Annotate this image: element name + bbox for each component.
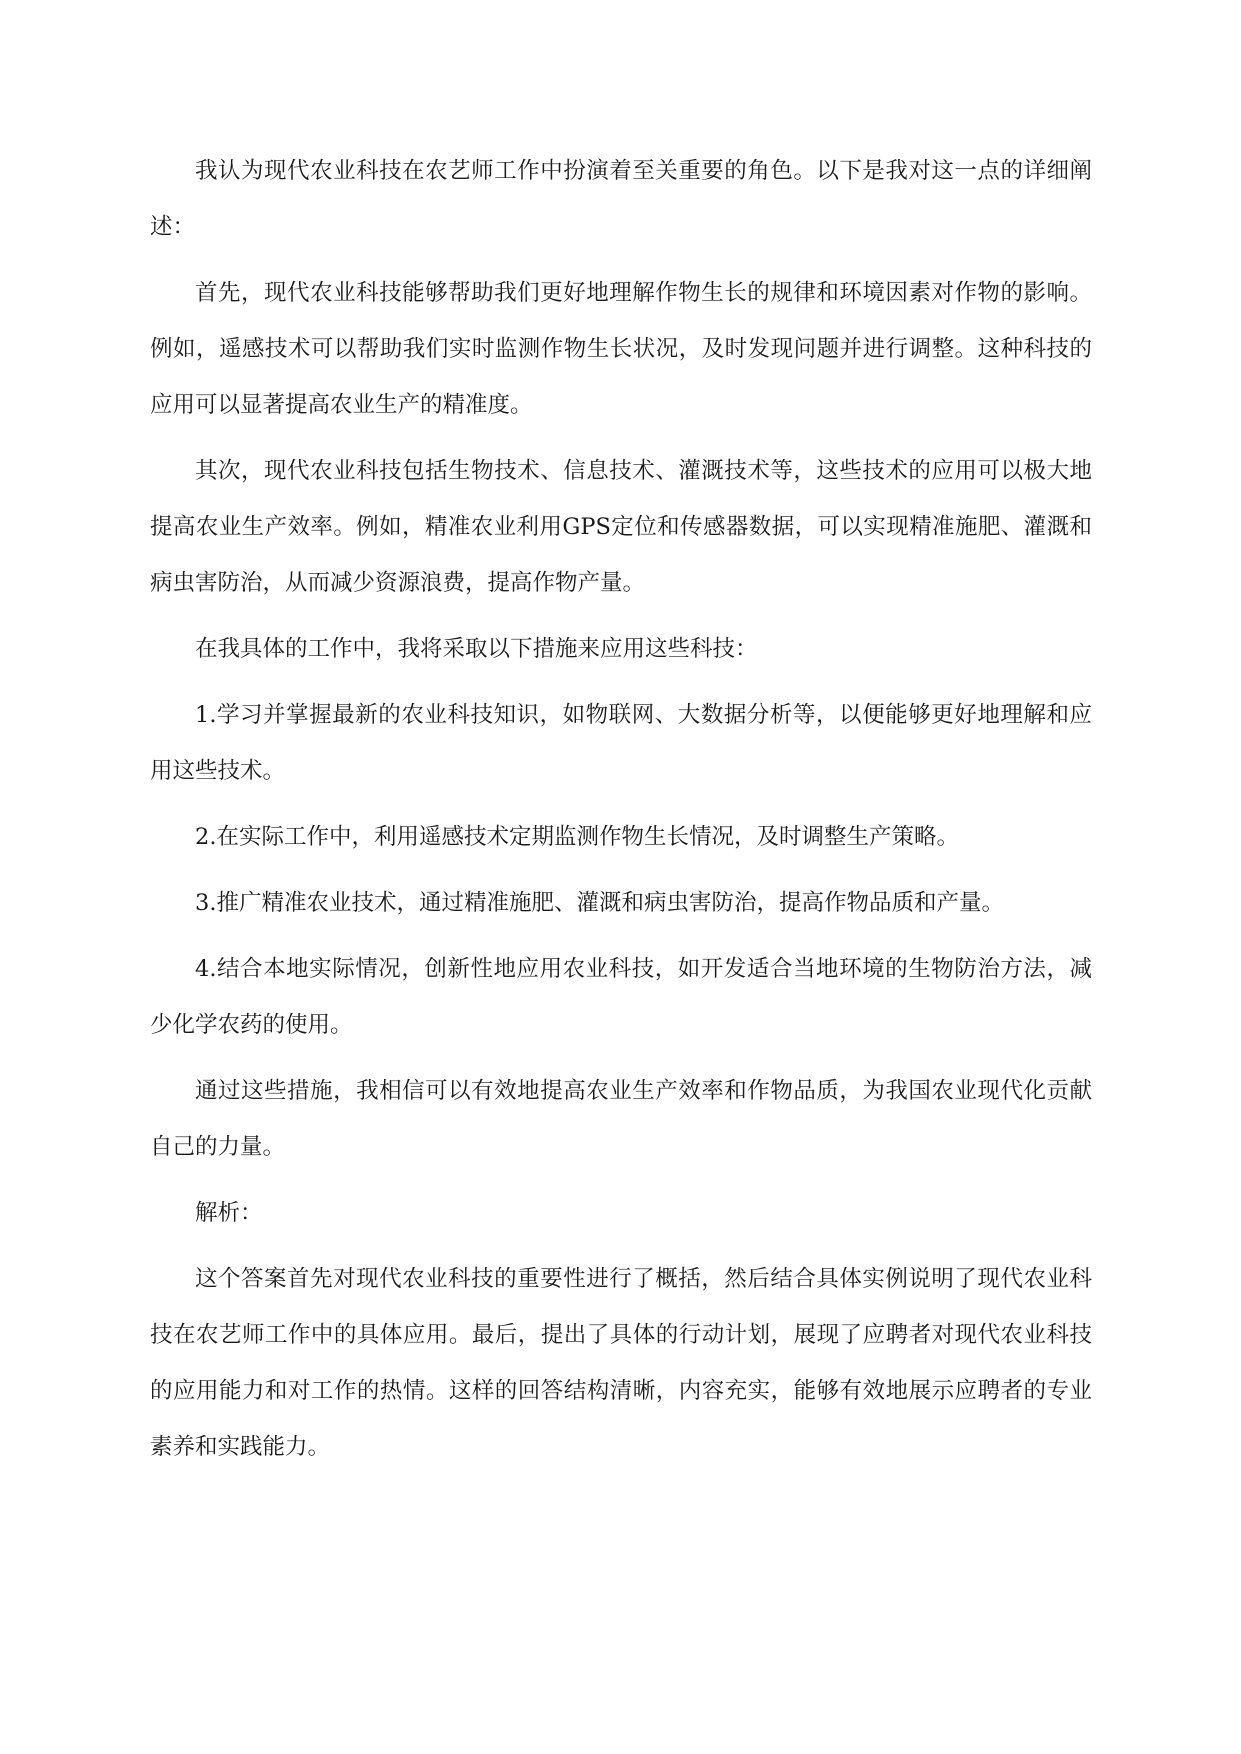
analysis-heading: 解析： bbox=[195, 1200, 263, 1226]
list-item-4: 4.结合本地实际情况，创新性地应用农业科技，如开发适合当地环境的生物防治方法，减少化学农药的使用。 bbox=[150, 956, 1092, 1038]
document-body bbox=[150, 143, 1092, 1485]
paragraph-second-point: 其次，现代农业科技包括生物技术、信息技术、灌溉技术等，这些技术的应用可以极大地提高农业生产效率。例如，精准农业利用GPS定位和传感器数据，可以实现精准施肥、灌溉和病虫害防治，从而减少资源浪费，提高作物产量。 bbox=[150, 458, 1092, 596]
list-item-3: 3.推广精准农业技术，通过精准施肥、灌溉和病虫害防治，提高作物品质和产量。 bbox=[195, 890, 1004, 916]
paragraph-first-point: 首先，现代农业科技能够帮助我们更好地理解作物生长的规律和环境因素对作物的影响。例如，遥感技术可以帮助我们实时监测作物生长状况，及时发现问题并进行调整。这种科技的应用可以显著提高农业生产的精准度。 bbox=[150, 280, 1092, 418]
list-item-2: 2.在实际工作中，利用遥感技术定期监测作物生长情况，及时调整生产策略。 bbox=[195, 824, 959, 850]
paragraph-intro: 我认为现代农业科技在农艺师工作中扮演着至关重要的角色。以下是我对这一点的详细阐述： bbox=[150, 158, 1092, 240]
paragraph-measures-intro: 在我具体的工作中，我将采取以下措施来应用这些科技： bbox=[195, 636, 758, 662]
list-item-1: 1.学习并掌握最新的农业科技知识，如物联网、大数据分析等，以便能够更好地理解和应用这些技术。 bbox=[150, 702, 1092, 784]
paragraph-conclusion: 通过这些措施，我相信可以有效地提高农业生产效率和作物品质，为我国农业现代化贡献自己的力量。 bbox=[150, 1078, 1092, 1160]
paragraph-analysis: 这个答案首先对现代农业科技的重要性进行了概括，然后结合具体实例说明了现代农业科技在农艺师工作中的具体应用。最后，提出了具体的行动计划，展现了应聘者对现代农业科技的应用能力和对工作的热情。这样的回答结构清晰，内容充实，能够有效地展示应聘者的专业素养和实践能力。 bbox=[150, 1266, 1092, 1460]
